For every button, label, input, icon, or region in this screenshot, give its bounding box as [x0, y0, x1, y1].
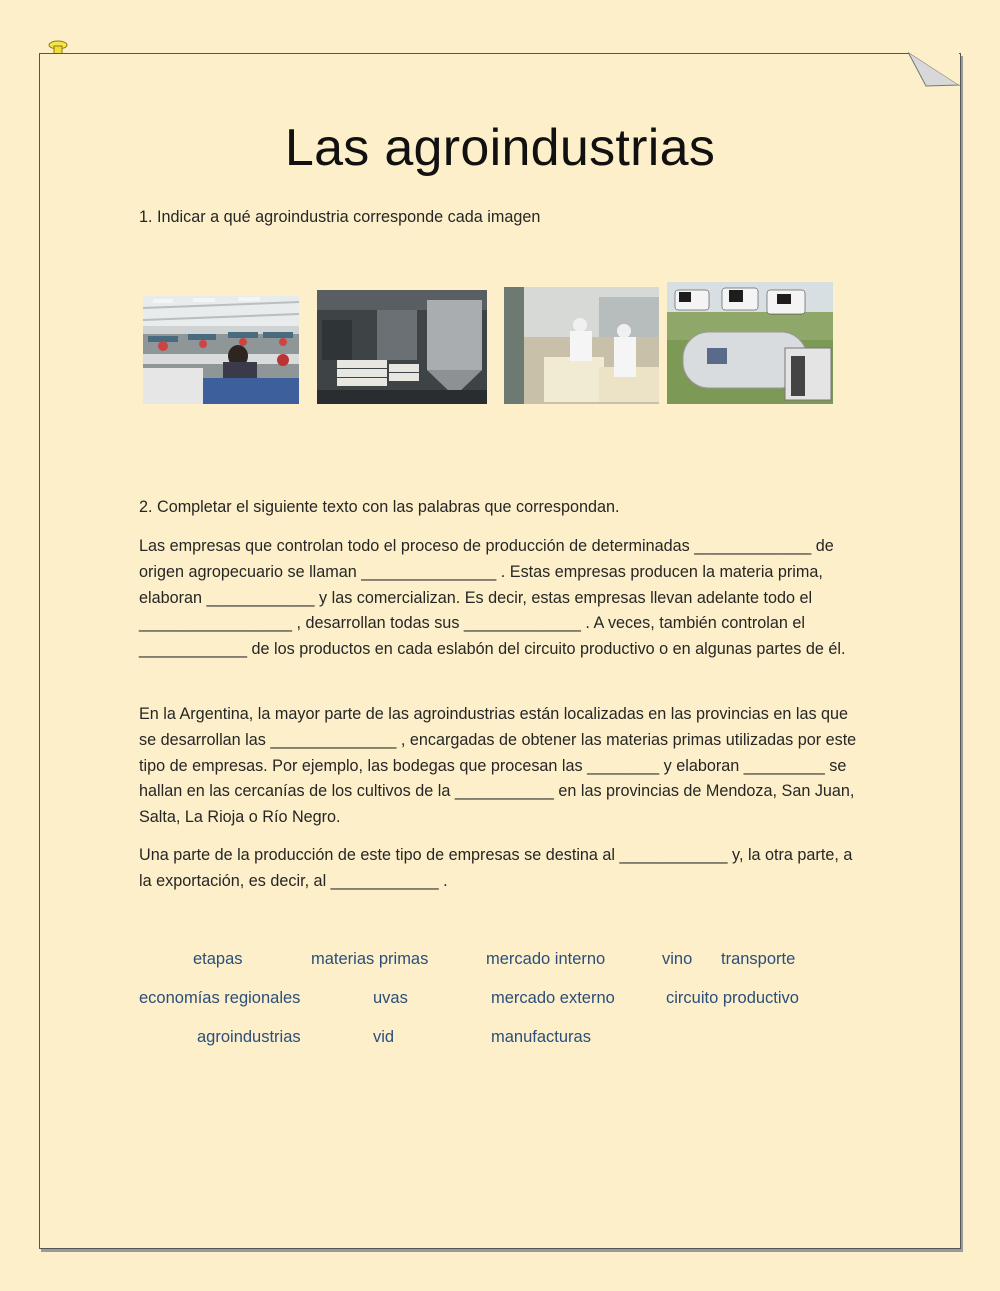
word-bank-item[interactable]: mercado externo — [491, 989, 615, 1007]
fill-in-paragraph-1: Las empresas que controlan todo el proceso de producción de determinadas _____________ de origen agropecuario se llaman _______________ . Estas empresas producen la materia prima, elaboran ____________ y las comercializan. Es decir, estas empresas llevan adelante todo el _________________ , desarrollan todas sus _____________ . A veces, también controlan el ____________ de los productos en cada eslabón del circuito productivo o en algunas partes de él. — [139, 537, 846, 659]
word-bank-item[interactable]: manufacturas — [491, 1028, 591, 1046]
question-1: 1. Indicar a qué agroindustria corresponde cada imagen — [139, 208, 541, 226]
question-2: 2. Completar el siguiente texto con las palabras que correspondan. — [139, 498, 620, 516]
word-bank-item[interactable]: economías regionales — [139, 989, 301, 1007]
word-bank-item[interactable]: mercado interno — [486, 950, 606, 968]
dairy-processing-photo — [504, 287, 659, 404]
word-bank-item[interactable]: vino — [662, 950, 693, 968]
word-bank-item[interactable]: uvas — [373, 989, 408, 1007]
page-corner-fold — [908, 52, 960, 88]
word-bank-item[interactable]: circuito productivo — [666, 989, 799, 1007]
textile-factory-photo — [143, 296, 299, 404]
flour-mill-photo — [317, 290, 487, 404]
milk-tank-cows-photo — [667, 282, 833, 404]
word-bank-item[interactable]: etapas — [193, 950, 243, 968]
word-bank-item[interactable]: materias primas — [311, 950, 429, 968]
word-bank-item[interactable]: transporte — [721, 950, 796, 968]
page-title: Las agroindustrias — [284, 119, 716, 177]
fill-in-paragraph-2: En la Argentina, la mayor parte de las agroindustrias están localizadas en las provincias en las que se desarrollan las ______________ , encargadas de obtener las materias primas utilizadas por este tipo de empresas. Por ejemplo, las bodegas que procesan las ________ y elaboran _________ se hallan en las cercanías de los cultivos de la ___________ en las provincias de Mendoza, San Juan, Salta, La Rioja o Río Negro. — [139, 705, 857, 827]
fill-in-paragraph-3: Una parte de la producción de este tipo de empresas se destina al ____________ y, la otra parte, a la exportación, es decir, al ____________ . — [139, 846, 853, 890]
word-bank-item[interactable]: agroindustrias — [197, 1028, 301, 1046]
word-bank-item[interactable]: vid — [373, 1028, 395, 1046]
